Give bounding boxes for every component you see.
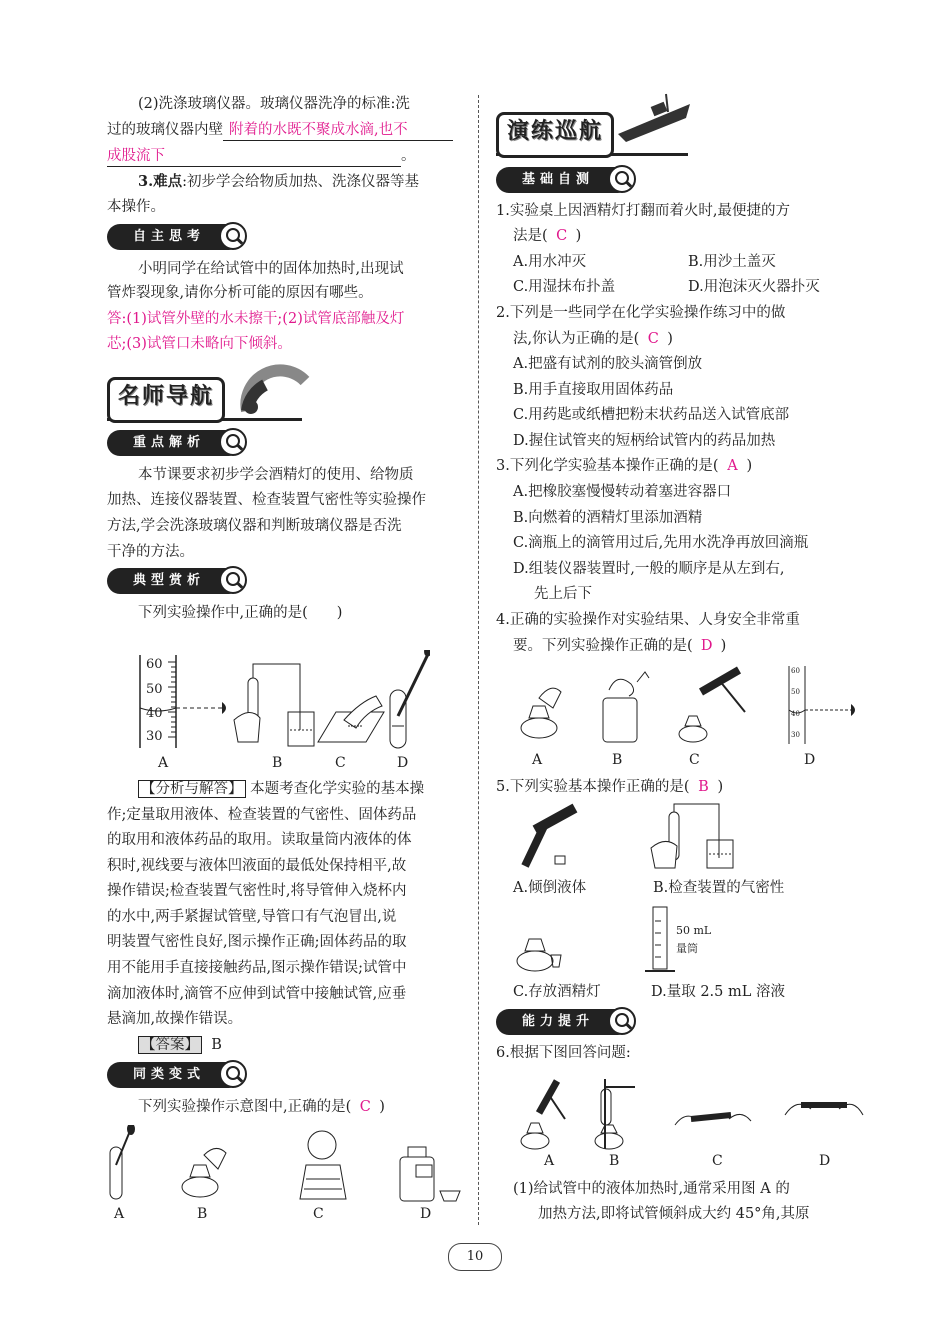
variant-answer: C [359,1099,371,1115]
tick-50: 50 [146,682,163,697]
magnifier-icon [219,566,247,594]
q6-sub-2: 加热方法,即将试管倾斜成大约 45°角,其原 [538,1206,810,1222]
example-label-a: A [158,755,169,771]
answer-line [138,1035,222,1055]
q3-option-b: B.向燃着的酒精灯里添加酒精 [513,510,703,526]
q6-label-c: C [712,1153,723,1169]
variant-figure [100,1125,470,1203]
tag-label: 典型赏析 [133,573,206,588]
student-diagram [300,1131,346,1199]
stand-heating-diagram [595,1079,635,1149]
q3-option-a: A.把橡胶塞慢慢转动着塞进容器口 [513,484,732,500]
eye-icon [851,704,855,716]
q6-label-a: A [544,1153,555,1169]
q3-close: ) [746,458,753,474]
difficulty-text: :初步学会给物质加热、洗涤仪器等基 [182,174,420,190]
q5-figure-top [505,800,745,872]
self-answer-2: 芯;(3)试管口未略向下倾斜。 [107,336,292,352]
lamp-lighting-diagram [521,688,561,738]
q4-answer: D [700,638,713,654]
tag-label: 自主思考 [133,229,206,244]
q4-tick-40: 40 [791,710,800,718]
tag-label: 基础自测 [522,172,595,187]
alcohol-lamp-diagram [182,1148,226,1197]
tube-heating-diagram [679,670,745,742]
analysis-line-3: 的取用和液体药品的取用。读取量筒内液体的体 [107,832,412,848]
analysis-line-7: 明装置气密性良好,图示操作正确;固体药品的取 [107,934,407,950]
analysis-line-5: 操作错误;检查装置气密性时,将导管伸入烧杯内 [107,883,407,899]
variant-label-d: D [420,1206,432,1222]
wash-answer-2: 成股流下 [107,146,401,167]
analysis-line-10: 悬滴加,故操作错误。 [107,1011,243,1027]
q5-answer: B [698,779,709,795]
q4-label-a: A [532,752,543,768]
gauge-icon [235,363,315,419]
q1-option-a: A.用水冲灭 [513,254,587,270]
q6-label-d: D [819,1153,831,1169]
key-line-4: 干净的方法。 [107,544,194,560]
q5-cylinder-volume: 50 mL [676,924,712,937]
q2-stem: 法,你认为正确的是( [513,331,640,347]
self-question-2: 管炸裂现象,请你分析可能的原因有哪些。 [107,285,373,301]
airtight-check-diagram [234,664,314,746]
q1-option-d: D.用泡沫灭火器扑灭 [688,279,820,295]
jar-smelling-diagram [603,672,649,742]
q3-answer: A [727,458,738,474]
reagent-bottle-diagram [400,1147,460,1201]
magnifier-icon [608,1007,636,1035]
example-figure [130,650,430,750]
column-divider [478,95,479,1225]
self-answer-1: 答:(1)试管外壁的水未擦干;(2)试管底部触及灯 [107,311,405,327]
measuring-cylinder-diagram [645,907,675,971]
tube-heating-diagram [521,1081,565,1149]
q4-label-d: D [804,752,816,768]
q3-option-d-1: D.组装仪器装置时,一般的顺序是从左到右, [513,561,785,577]
q4-close: ) [720,638,727,654]
q4-tick-30: 30 [791,731,800,739]
wash-line-2 [107,120,453,141]
q2-option-d: D.握住试管夹的短柄给试管内的药品加热 [513,433,776,449]
variant-text: 下列实验操作示意图中,正确的是( [138,1099,352,1115]
q3-option-d-2: 先上后下 [534,586,592,602]
q2-close: ) [667,331,673,347]
tag-label: 同类变式 [133,1067,206,1082]
q4-label-c: C [689,752,700,768]
dropper-tube-diagram [110,1125,135,1199]
q4-line-1: 4.正确的实验操作对实验结果、人身安全非常重 [496,612,800,628]
q4-figure [505,662,865,750]
q5-close: ) [717,779,724,795]
q2-line-1: 2.下列是一些同学在化学实验操作练习中的做 [496,305,786,321]
tag-label: 能力提升 [522,1014,595,1029]
tag-ability [496,1009,622,1035]
q5-figure-bottom [505,905,705,977]
analysis-line-1 [138,779,424,799]
analysis-tag: 【分析与解答】 [138,780,246,798]
q6-line-1: 6.根据下图回答问题: [496,1045,631,1061]
q6-label-b: B [609,1153,620,1169]
example-question: 下列实验操作中,正确的是( ) [138,605,343,621]
hands-tube-c-diagram [675,1114,751,1125]
q5-line-1 [496,777,723,797]
banner-title: 名师导航 [107,377,225,423]
tick-60: 60 [146,657,163,672]
wash-line-1: (2)洗涤玻璃仪器。玻璃仪器洗净的标准:洗 [138,96,410,112]
eye-icon [222,702,226,714]
magnifier-icon [219,222,247,250]
wash-answer-1: 附着的水既不聚成水滴,也不 [223,120,453,141]
variant-close: ) [379,1099,385,1115]
page-number [448,1243,502,1271]
q3-stem: 3.下列化学实验基本操作正确的是( [496,458,719,474]
variant-question [138,1097,385,1117]
self-question-1: 小明同学在给试管中的固体加热时,出现试 [138,261,404,277]
q2-line-2 [513,329,673,349]
example-label-c: C [335,755,346,771]
key-line-1: 本节课要求初步学会酒精灯的使用、给物质 [138,467,414,483]
q2-option-b: B.用手直接取用固体药品 [513,382,674,398]
q1-option-b: B.用沙土盖灭 [688,254,776,270]
q1-option-c: C.用湿抹布扑盖 [513,279,616,295]
wash-line-3 [107,146,416,167]
q5-option-d: D.量取 2.5 mL 溶液 [651,984,785,1000]
q1-close: ) [575,228,582,244]
tag-label: 重点解析 [133,435,206,450]
q1-stem: 法是( [513,228,548,244]
tag-self-thinking [107,224,233,250]
q5-option-c: C.存放酒精灯 [513,984,601,1000]
hands-tube-d-diagram [785,1104,863,1115]
airtight-diagram [651,804,733,868]
answer-tag: 【答案】 [138,1036,202,1054]
q2-option-c: C.用药匙或纸槽把粉末状药品送入试管底部 [513,407,790,423]
difficulty-line-1 [138,172,419,192]
magnifier-icon [219,428,247,456]
difficulty-label: 难点 [153,173,183,190]
tag-example [107,568,233,594]
analysis-line-2: 作;定量取用液体、检查装置的气密性、固体药品 [107,807,417,823]
variant-label-b: B [197,1206,208,1222]
page-number-text: 10 [466,1249,484,1264]
q4-tick-60: 60 [791,667,800,675]
q5-stem: 5.下列实验基本操作正确的是( [496,779,690,795]
wash-end: 。 [401,148,416,164]
q5-option-b: B.检查装置的气密性 [653,880,785,896]
wash-text: 过的玻璃仪器内壁 [107,122,223,138]
key-line-2: 加热、连接仪器装置、检查装置气密性等实验操作 [107,492,426,508]
banner-teacher-guide [107,377,307,417]
tick-30: 30 [146,729,163,744]
q2-option-a: A.把盛有试剂的胶头滴管倒放 [513,356,703,372]
q1-line-2 [513,226,581,246]
tag-key-analysis [107,430,233,456]
q5-option-a: A.倾倒液体 [513,880,587,896]
dropper-diagram [390,650,430,748]
tag-variant [107,1062,233,1088]
q4-label-b: B [612,752,623,768]
example-label-d: D [397,755,409,771]
q1-line-1: 1.实验桌上因酒精灯打翻而着火时,最便捷的方 [496,203,790,219]
ship-icon [616,90,696,150]
q3-line-1 [496,456,752,476]
solid-taking-diagram [318,696,384,742]
q4-stem: 要。下列实验操作正确的是( [513,638,693,654]
magnifier-icon [219,1060,247,1088]
variant-label-a: A [114,1206,125,1222]
analysis-line-4: 积时,视线要与液体凹液面的最低处保持相平,故 [107,858,407,874]
banner-title: 演练巡航 [496,112,614,158]
difficulty-num: 3. [138,173,154,190]
analysis-line-6: 的水中,两手紧握试管壁,导管口有气泡冒出,说 [107,909,397,925]
q6-sub-1: (1)给试管中的液体加热时,通常采用图 A 的 [513,1181,790,1197]
tag-basic-test [496,167,622,193]
q4-line-2 [513,636,726,656]
tick-40: 40 [146,706,163,721]
key-line-3: 方法,学会洗涤玻璃仪器和判断玻璃仪器是否洗 [107,518,402,534]
analysis-line-9: 滴加液体时,滴管不应伸到试管中接触试管,应垂 [107,986,407,1002]
analysis-text: 本题考查化学实验的基本操 [250,781,425,797]
q2-answer: C [647,331,659,347]
variant-label-c: C [313,1206,324,1222]
q5-cylinder-name: 量筒 [676,942,698,955]
example-label-b: B [272,755,283,771]
pouring-diagram [525,808,575,866]
q6-figure [505,1075,865,1155]
answer-value: B [211,1037,222,1053]
banner-practice [496,112,696,152]
q1-answer: C [556,228,568,244]
q4-tick-50: 50 [791,688,800,696]
q3-option-c: C.滴瓶上的滴管用过后,先用水洗净再放回滴瓶 [513,535,809,551]
lamp-storage-diagram [517,939,561,971]
difficulty-line-2: 本操作。 [107,199,165,215]
magnifier-icon [608,165,636,193]
analysis-line-8: 用不能用手直接接触药品,图示操作错误;试管中 [107,960,407,976]
